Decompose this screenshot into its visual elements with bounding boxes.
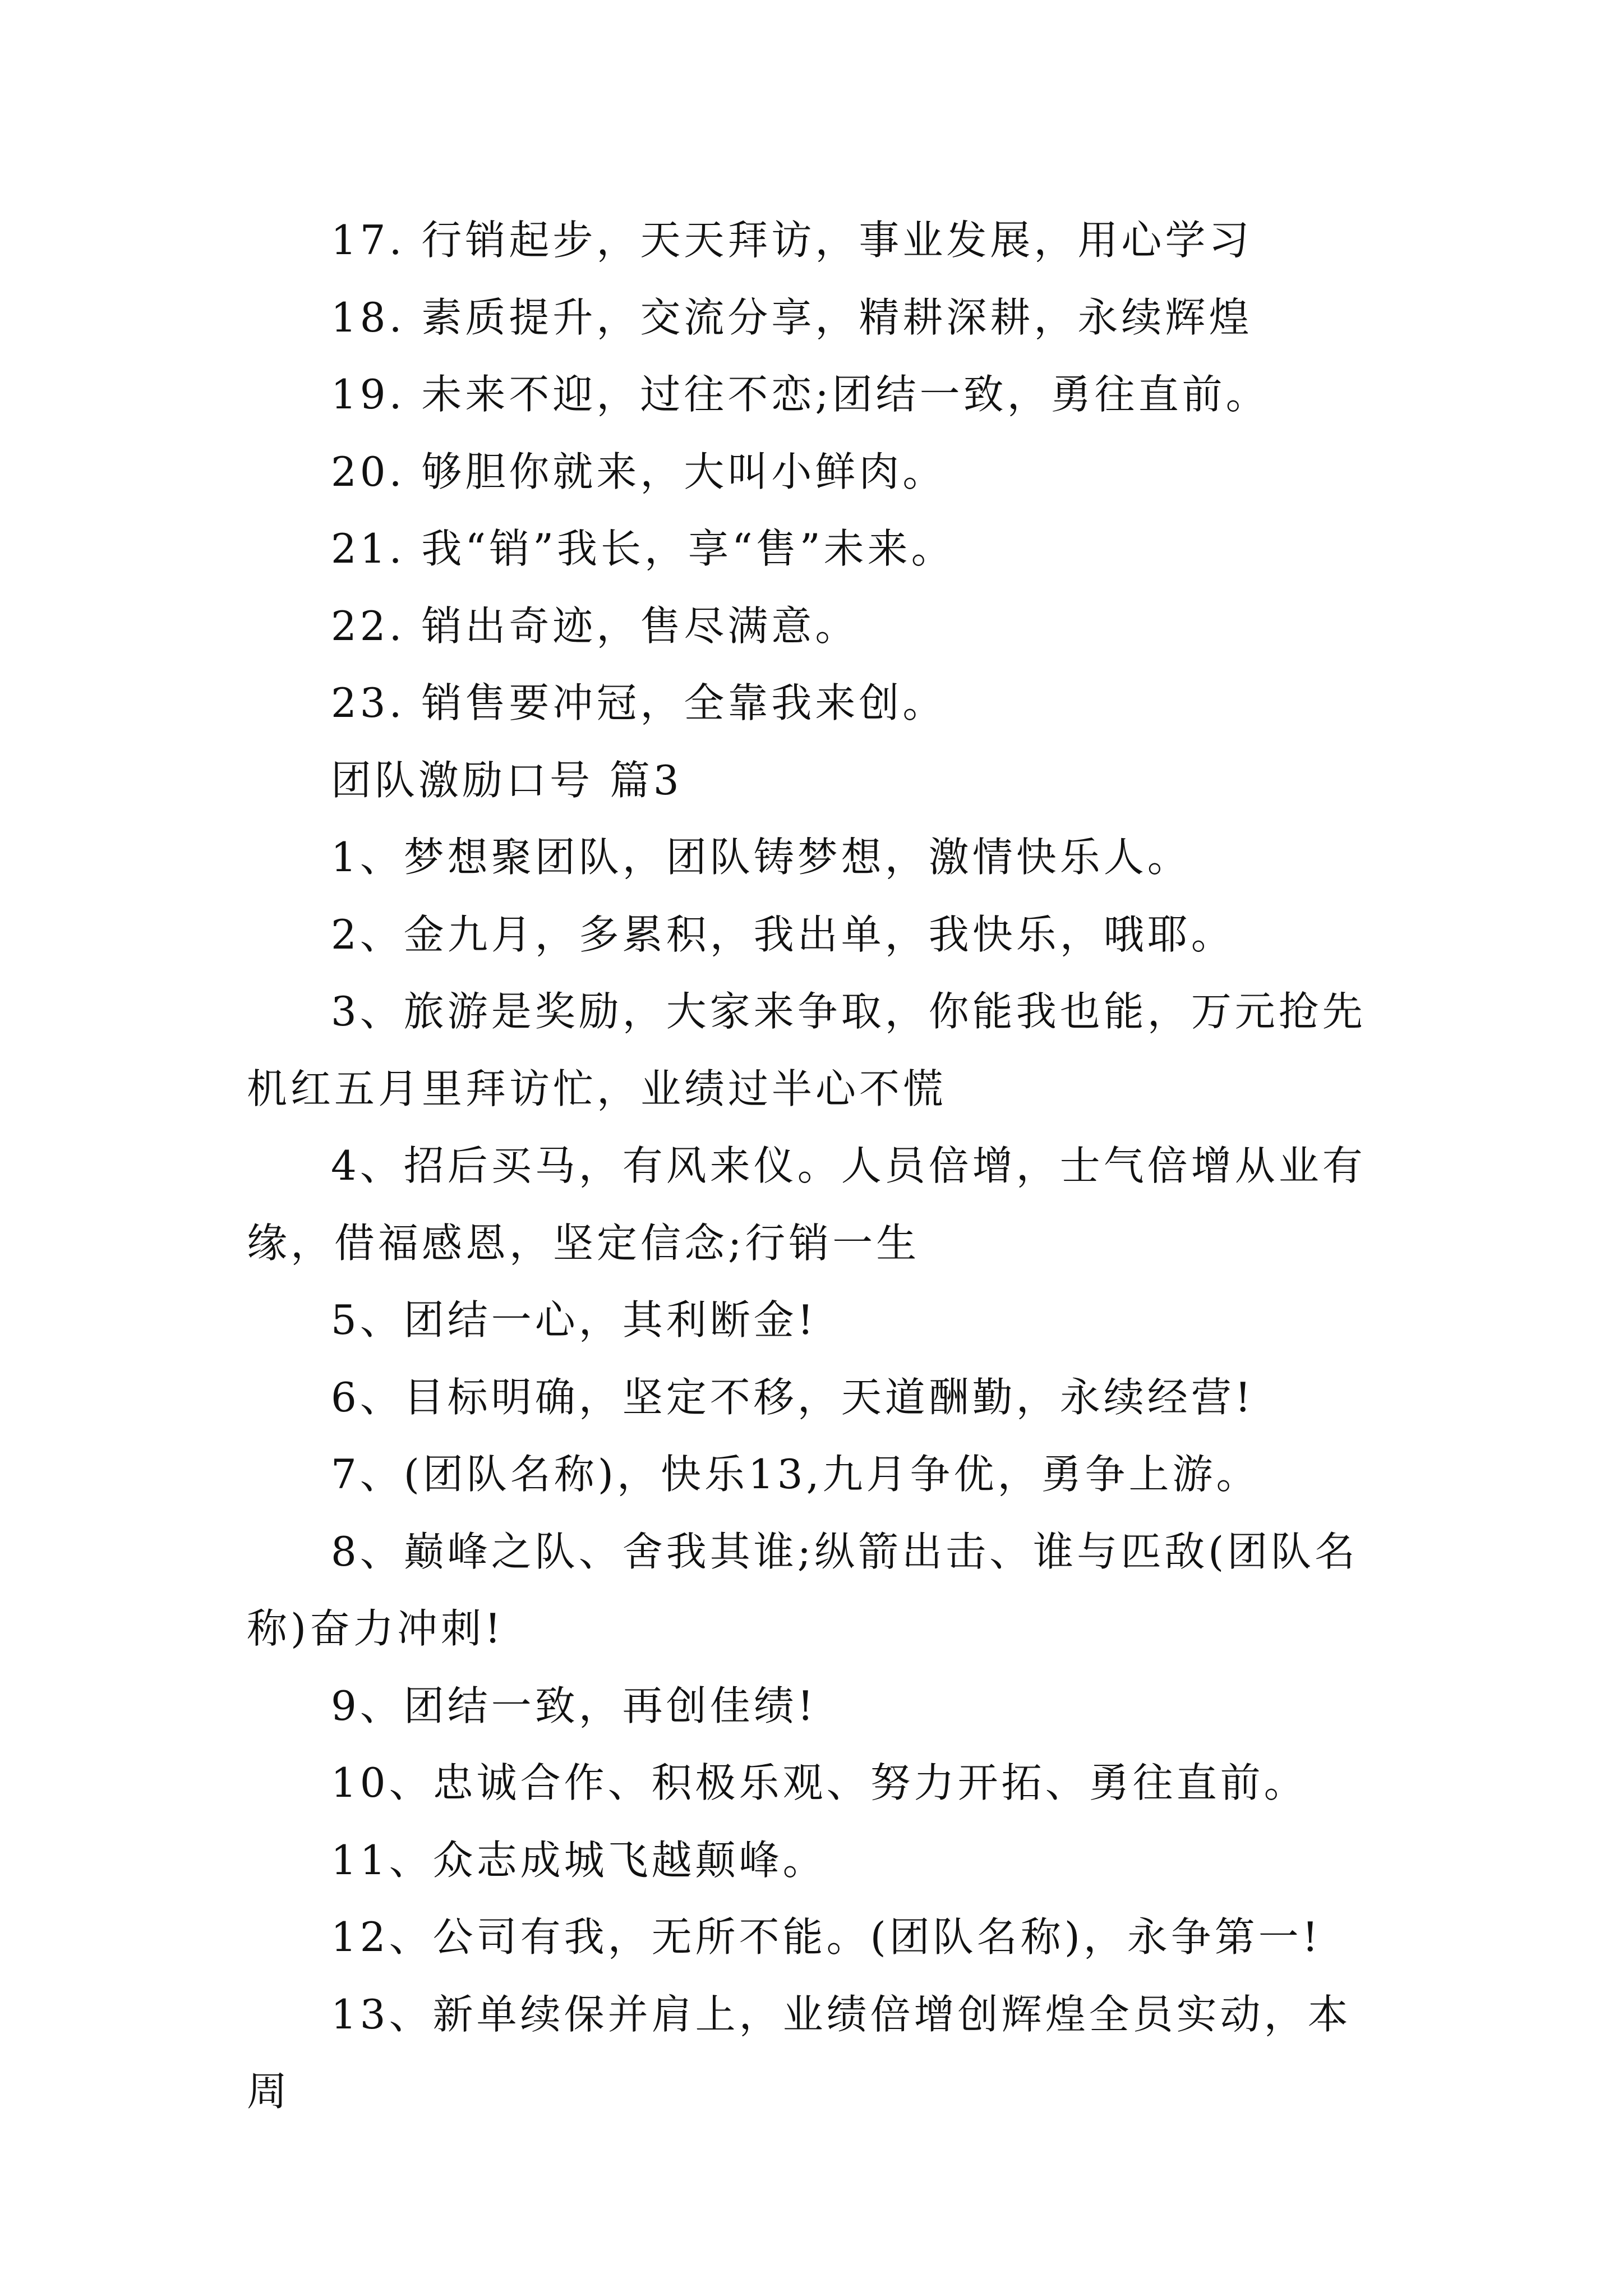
slogan-item-2: 2、金九月，多累积，我出单，我快乐，哦耶。 <box>331 910 1235 958</box>
section-heading: 团队激励口号 篇3 <box>331 756 683 804</box>
slogan-line-18: 18. 素质提升，交流分享，精耕深耕，永续辉煌 <box>331 293 1253 341</box>
slogan-line-21: 21. 我“销”我长，享“售”未来。 <box>331 525 955 572</box>
slogan-line-23: 23. 销售要冲冠，全靠我来创。 <box>331 679 947 726</box>
slogan-item-5: 5、团结一心，其利断金! <box>331 1296 817 1343</box>
slogan-line-20: 20. 够胆你就来，大叫小鲜肉。 <box>331 448 947 495</box>
slogan-item-8: 8、巅峰之队、舍我其谁;纵箭出击、谁与匹敌(团队名称)奋力冲刺! <box>247 1527 1359 1652</box>
slogan-item-1: 1、梦想聚团队，团队铸梦想，激情快乐人。 <box>331 834 1191 881</box>
slogan-item-11: 11、众志成城飞越颠峰。 <box>331 1836 827 1884</box>
slogan-line-17: 17. 行销起步，天天拜访，事业发展，用心学习 <box>331 217 1253 264</box>
slogan-item-13: 13、新单续保并肩上，业绩倍增创辉煌全员实动，本周 <box>247 1990 1352 2115</box>
document-body <box>247 202 1391 2131</box>
slogan-item-4: 4、招后买马，有风来仪。人员倍增，士气倍增从业有缘，借福感恩，坚定信念;行销一生 <box>247 1142 1366 1267</box>
slogan-item-6: 6、目标明确，坚定不移，天道酬勤，永续经营! <box>331 1373 1255 1421</box>
slogan-line-22: 22. 销出奇迹，售尽满意。 <box>331 602 859 650</box>
slogan-line-19: 19. 未来不迎，过往不恋;团结一致，勇往直前。 <box>331 371 1270 418</box>
slogan-item-10: 10、忠诚合作、积极乐观、努力开拓、勇往直前。 <box>331 1759 1308 1806</box>
slogan-item-9: 9、团结一致，再创佳绩! <box>331 1682 817 1729</box>
slogan-item-3: 3、旅游是奖励，大家来争取，你能我也能，万元抢先机红五月里拜访忙，业绩过半心不慌 <box>247 988 1366 1112</box>
slogan-item-7: 7、(团队名称)，快乐13,九月争优，勇争上游。 <box>331 1451 1260 1498</box>
slogan-item-12: 12、公司有我，无所不能。(团队名称)，永争第一! <box>331 1913 1322 1961</box>
